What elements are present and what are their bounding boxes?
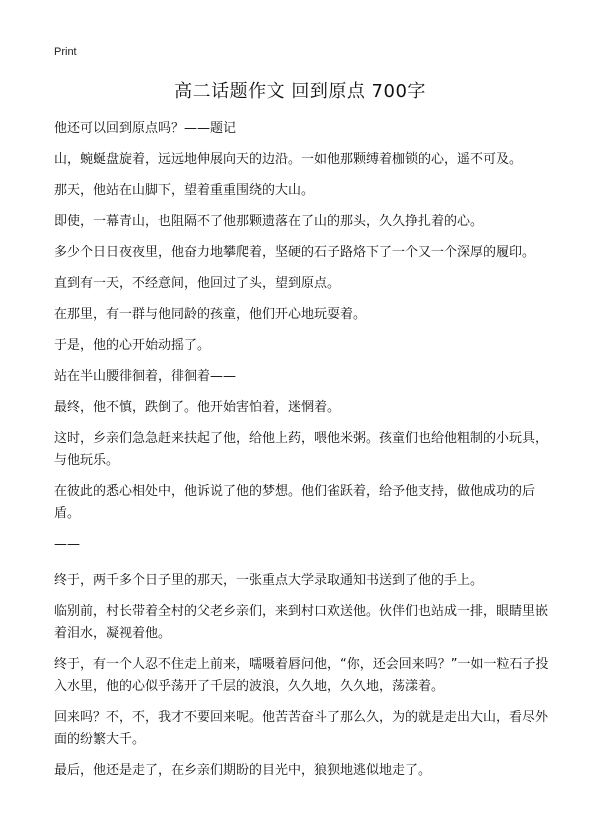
article-body [54, 118, 554, 791]
article-title: 高二话题作文 回到原点 700字 [174, 81, 426, 102]
paragraph: 那天，他站在山脚下，望着重重围绕的大山。 [54, 183, 315, 198]
paragraph: 于是，他的心开始动摇了。 [54, 338, 211, 353]
paragraph: 站在半山腰徘徊着，徘徊着—— [54, 369, 237, 384]
paragraph: 终于，有一个人忍不住走上前来，嚅嗫着唇问他，“你，还会回来吗？”一如一粒石子投入水里，他的心似乎荡开了千层的波浪，久久地，久久地，荡漾着。 [54, 657, 549, 694]
paragraph: 山，蜿蜒盘旋着，远远地伸展向天的边沿。一如他那颗缚着枷锁的心，遥不可及。 [54, 152, 523, 167]
paragraph: 在那里，有一群与他同龄的孩童，他们开心地玩耍着。 [54, 307, 367, 322]
paragraph: 直到有一天，不经意间，他回过了头，望到原点。 [54, 276, 341, 291]
paragraph: 最终，他不慎，跌倒了。他开始害怕着，迷惘着。 [54, 400, 341, 415]
paragraph: 他还可以回到原点吗？——题记 [54, 121, 237, 136]
paragraph: 终于，两千多个日子里的那天，一张重点大学录取通知书送到了他的手上。 [54, 573, 484, 588]
print-link[interactable]: Print [54, 46, 77, 58]
paragraph: 回来吗？不，不，我才不要回来呢。他苦苦奋斗了那么久，为的就是走出大山，看尽外面的纷繁大千。 [54, 710, 549, 747]
paragraph: 临别前，村长带着全村的父老乡亲们，来到村口欢送他。伙伴们也站成一排，眼睛里嵌着泪水，凝视着他。 [54, 604, 549, 641]
paragraph: 最后，他还是走了，在乡亲们期盼的目光中，狼狈地逃似地走了。 [54, 763, 432, 778]
paragraph: 这时，乡亲们急急赶来扶起了他，给他上药，喂他米粥。孩童们也给他粗制的小玩具，与他玩乐。 [54, 431, 549, 468]
paragraph: 在彼此的悉心相处中，他诉说了他的梦想。他们雀跃着，给予他支持，做他成功的后盾。 [54, 484, 536, 521]
section-separator: —— [54, 537, 80, 552]
paragraph: 多少个日日夜夜里，他奋力地攀爬着，坚硬的石子路烙下了一个又一个深厚的履印。 [54, 245, 536, 260]
paragraph: 即使，一幕青山，也阻隔不了他那颗遗落在了山的那头，久久挣扎着的心。 [54, 214, 484, 229]
